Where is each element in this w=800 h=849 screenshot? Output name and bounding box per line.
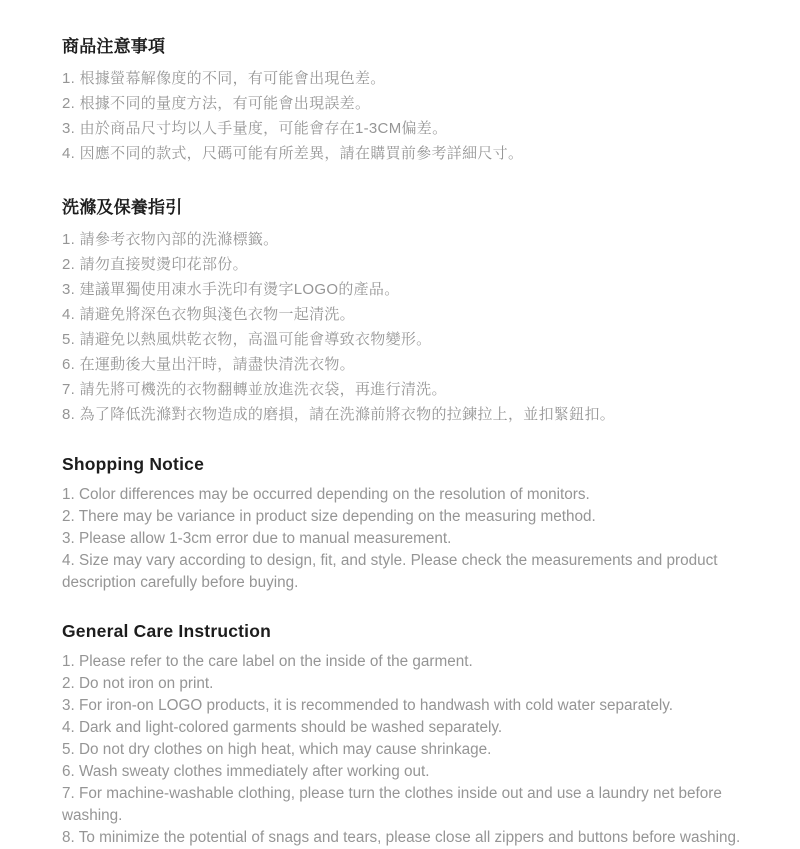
list-item: 2. 請勿直接熨燙印花部份。: [62, 256, 248, 273]
list-item: 4. 請避免將深色衣物與淺色衣物一起清洗。: [62, 306, 355, 323]
section-heading-general-care-en: General Care Instruction: [62, 621, 272, 641]
list-item: 5. 請避免以熱風烘乾衣物，高溫可能會導致衣物變形。: [62, 331, 432, 348]
list-item: 6. 在運動後大量出汗時，請盡快清洗衣物。: [62, 356, 355, 373]
list-item: 2. Do not iron on print.: [62, 675, 214, 692]
list-item: 4. Size may vary according to design, fit, and style. Please check the measurements and product description carefully before buying.: [62, 552, 718, 591]
list-item: 3. 建議單獨使用凍水手洗印有燙字LOGO的產品。: [62, 281, 400, 298]
list-item: 4. Dark and light-colored garments should be washed separately.: [62, 719, 503, 736]
list-shopping-notice-en: [62, 484, 764, 594]
list-item: 3. 由於商品尺寸均以人手量度，可能會存在1-3CM偏差。: [62, 120, 448, 137]
list-item: 1. 請參考衣物內部的洗滌標籤。: [62, 231, 279, 248]
list-item: 4. 因應不同的款式，尺碼可能有所差異，請在購買前參考詳細尺寸。: [62, 145, 524, 162]
section-wash-care-zh: [62, 193, 764, 427]
list-product-notice-zh: [62, 66, 764, 166]
section-general-care-en: [62, 621, 764, 849]
page-content: [62, 32, 764, 849]
list-item: 2. There may be variance in product size depending on the measuring method.: [62, 508, 596, 525]
list-item: 3. For iron-on LOGO products, it is recommended to handwash with cold water separately.: [62, 697, 674, 714]
list-item: 7. For machine-washable clothing, please turn the clothes inside out and use a laundry net before washing.: [62, 785, 722, 824]
list-general-care-en: [62, 651, 764, 849]
list-item: 7. 請先將可機洗的衣物翻轉並放進洗衣袋，再進行清洗。: [62, 381, 447, 398]
list-item: 1. 根據螢幕解像度的不同，有可能會出現色差。: [62, 70, 386, 87]
list-item: 8. 為了降低洗滌對衣物造成的磨損，請在洗滌前將衣物的拉鍊拉上，並扣緊鈕扣。: [62, 406, 616, 423]
list-item: 1. Color differences may be occurred depending on the resolution of monitors.: [62, 486, 590, 503]
list-item: 2. 根據不同的量度方法，有可能會出現誤差。: [62, 95, 371, 112]
list-item: 1. Please refer to the care label on the inside of the garment.: [62, 653, 473, 670]
list-item: 5. Do not dry clothes on high heat, which may cause shrinkage.: [62, 741, 492, 758]
section-product-notice-zh: [62, 32, 764, 166]
list-wash-care-zh: [62, 227, 764, 427]
section-heading-wash-care-zh: 洗滌及保養指引: [62, 198, 183, 217]
section-shopping-notice-en: [62, 454, 764, 594]
section-heading-shopping-notice-en: Shopping Notice: [62, 454, 205, 474]
list-item: 6. Wash sweaty clothes immediately after working out.: [62, 763, 430, 780]
section-heading-product-notice-zh: 商品注意事項: [62, 37, 166, 56]
list-item: 8. To minimize the potential of snags and tears, please close all zippers and buttons before washing.: [62, 829, 741, 846]
list-item: 3. Please allow 1-3cm error due to manual measurement.: [62, 530, 452, 547]
